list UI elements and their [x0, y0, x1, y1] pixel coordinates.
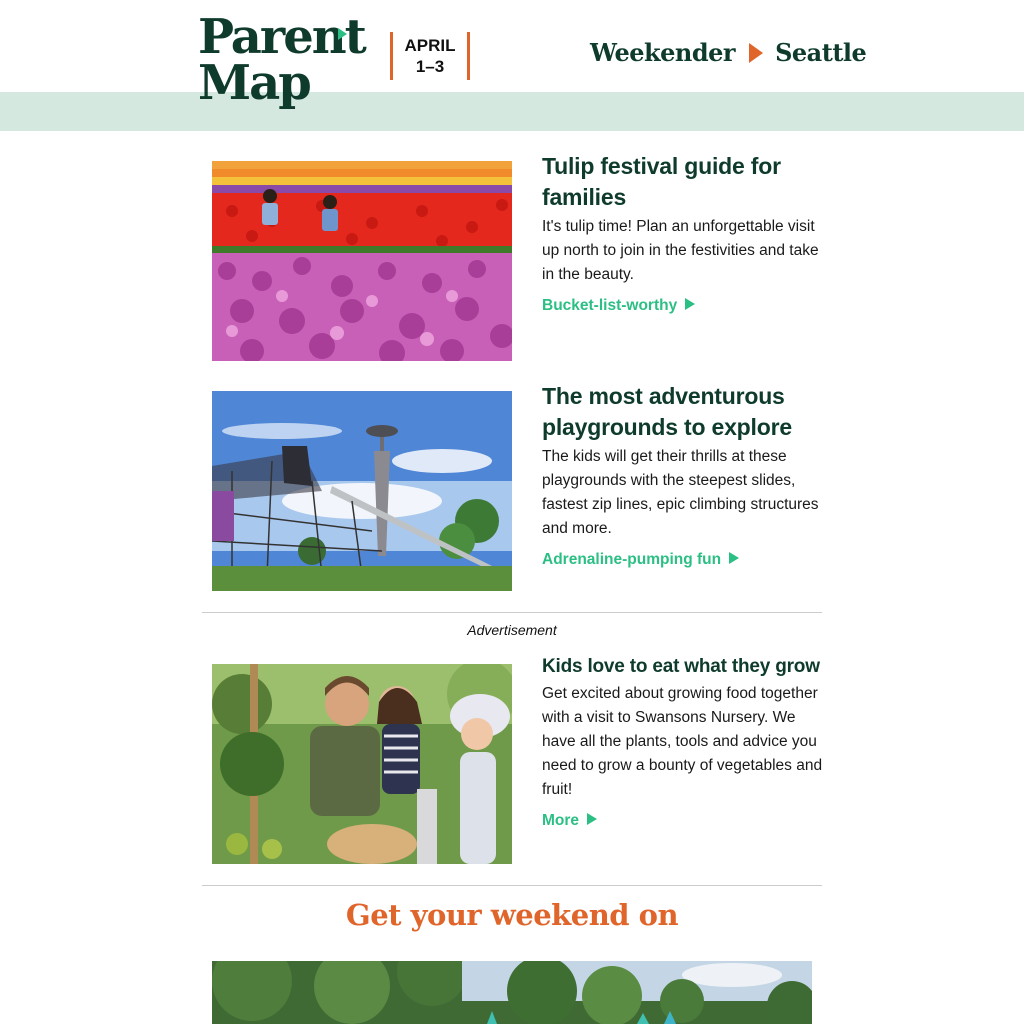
adrenaline-link[interactable]	[542, 551, 739, 569]
play-arrow-icon	[685, 298, 695, 310]
garden-family-photo[interactable]	[212, 664, 512, 864]
more-link[interactable]	[542, 812, 597, 830]
header-band	[0, 92, 1024, 131]
space-needle-playground-photo[interactable]	[212, 391, 512, 591]
article-description: The kids will get their thrills at these playgrounds with the steepest slides, fastest zip lines, epic climbing structures and more.	[542, 448, 819, 537]
edition-city: Seattle	[775, 38, 867, 67]
parentmap-logo[interactable]	[198, 9, 365, 111]
ad-description: Get excited about growing food together with a visit to Swansons Nursery. We have all the plants, tools and advice you need to grow a bounty of vegetables and fruit!	[542, 685, 823, 798]
ad-text	[542, 654, 832, 830]
article-description: It's tulip time! Plan an unforgettable visit up north to join in the festivities and take in the beauty.	[542, 218, 819, 283]
play-arrow-icon	[749, 43, 763, 63]
article-text	[542, 381, 832, 569]
edition-name: Weekender	[590, 38, 736, 67]
link-label: Bucket-list-worthy	[542, 297, 678, 314]
divider	[202, 612, 822, 613]
tulip-field-photo[interactable]	[212, 161, 512, 361]
article-title[interactable]: Tulip festival guide for families	[542, 153, 781, 210]
edition-title	[590, 38, 866, 67]
section-heading: Get your weekend on	[345, 898, 679, 932]
ad-title[interactable]: Kids love to eat what they grow	[542, 656, 820, 677]
logo-line-2: Map	[198, 55, 310, 111]
article-text	[542, 151, 832, 315]
date-month: APRIL	[404, 36, 456, 55]
date-range-box	[390, 32, 470, 80]
weekend-feature-photo[interactable]	[212, 961, 812, 1024]
date-days: 1–3	[415, 57, 445, 76]
play-arrow-icon	[729, 552, 739, 564]
play-arrow-icon	[587, 813, 597, 825]
logo-play-icon	[338, 28, 347, 40]
advertisement-label: Advertisement	[467, 622, 557, 638]
link-label: Adrenaline-pumping fun	[542, 551, 722, 568]
link-label: More	[542, 812, 580, 829]
bucket-list-link[interactable]	[542, 297, 695, 315]
divider	[202, 885, 822, 886]
article-title[interactable]: The most adventurous playgrounds to explore	[542, 383, 792, 440]
logo-line-1: Parent	[198, 9, 365, 65]
email-header	[0, 0, 1024, 131]
